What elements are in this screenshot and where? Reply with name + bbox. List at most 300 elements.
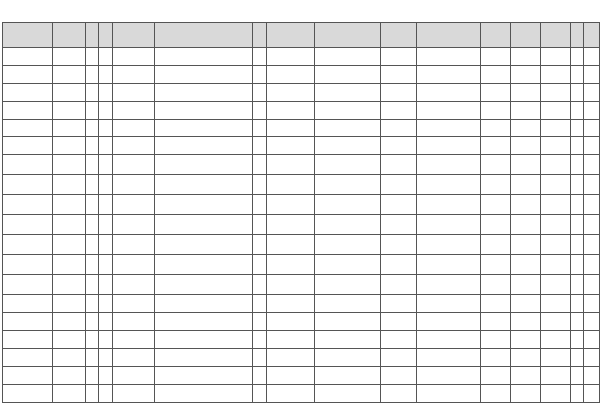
dept-code-cell xyxy=(267,155,315,175)
dept-name-cell xyxy=(315,65,381,83)
interview-score-cell xyxy=(511,155,541,175)
gender-cell xyxy=(86,235,99,255)
name-cell xyxy=(53,255,86,275)
written-score-cell xyxy=(481,195,511,215)
dept-code-cell xyxy=(267,313,315,331)
written-score-cell xyxy=(481,255,511,275)
exam-no-cell xyxy=(3,175,53,195)
employer-cell xyxy=(155,349,253,367)
exam-type-cell xyxy=(253,275,267,295)
dept-name-cell xyxy=(315,366,381,384)
exam-no-cell xyxy=(3,48,53,66)
note-cell xyxy=(584,119,600,137)
exam-no-cell xyxy=(3,295,53,313)
interview-score-cell xyxy=(511,83,541,101)
written-score-cell xyxy=(481,331,511,349)
employer-cell xyxy=(155,101,253,119)
post-name-cell xyxy=(417,295,481,313)
name-cell xyxy=(53,313,86,331)
dept-code-cell xyxy=(267,119,315,137)
total-score-cell xyxy=(541,195,571,215)
post-name-cell xyxy=(417,195,481,215)
header-spacer xyxy=(99,23,113,48)
post-code-cell xyxy=(381,119,417,137)
interview-score-cell xyxy=(511,366,541,384)
post-code-cell xyxy=(381,255,417,275)
exam-type-cell xyxy=(253,155,267,175)
dept-name-cell xyxy=(315,137,381,155)
education-cell xyxy=(113,349,155,367)
post-name-cell xyxy=(417,65,481,83)
post-code-cell xyxy=(381,65,417,83)
name-cell xyxy=(53,235,86,255)
education-cell xyxy=(113,83,155,101)
table-row xyxy=(3,83,600,101)
employer-cell xyxy=(155,119,253,137)
employer-cell xyxy=(155,255,253,275)
total-score-cell xyxy=(541,215,571,235)
name-cell xyxy=(53,155,86,175)
spacer-cell xyxy=(99,331,113,349)
name-cell xyxy=(53,215,86,235)
exam-no-cell xyxy=(3,119,53,137)
exam-type-cell xyxy=(253,313,267,331)
rank-cell xyxy=(571,295,584,313)
employer-cell xyxy=(155,235,253,255)
dept-name-cell xyxy=(315,215,381,235)
note-cell xyxy=(584,366,600,384)
dept-code-cell xyxy=(267,48,315,66)
spacer-cell xyxy=(99,119,113,137)
total-score-cell xyxy=(541,48,571,66)
gender-cell xyxy=(86,48,99,66)
education-cell xyxy=(113,65,155,83)
header-exam-no xyxy=(3,23,53,48)
table-row xyxy=(3,215,600,235)
dept-code-cell xyxy=(267,275,315,295)
spacer-cell xyxy=(99,65,113,83)
header-total-score xyxy=(541,23,571,48)
gender-cell xyxy=(86,83,99,101)
header-gender xyxy=(86,23,99,48)
written-score-cell xyxy=(481,235,511,255)
note-cell xyxy=(584,331,600,349)
written-score-cell xyxy=(481,313,511,331)
dept-code-cell xyxy=(267,235,315,255)
total-score-cell xyxy=(541,175,571,195)
total-score-cell xyxy=(541,101,571,119)
post-name-cell xyxy=(417,255,481,275)
exam-type-cell xyxy=(253,331,267,349)
post-code-cell xyxy=(381,366,417,384)
education-cell xyxy=(113,235,155,255)
post-code-cell xyxy=(381,101,417,119)
rank-cell xyxy=(571,137,584,155)
total-score-cell xyxy=(541,137,571,155)
spacer-cell xyxy=(99,195,113,215)
table-row xyxy=(3,235,600,255)
post-code-cell xyxy=(381,137,417,155)
name-cell xyxy=(53,295,86,313)
dept-name-cell xyxy=(315,119,381,137)
total-score-cell xyxy=(541,235,571,255)
table-row xyxy=(3,366,600,384)
interview-score-cell xyxy=(511,215,541,235)
exam-type-cell xyxy=(253,366,267,384)
interview-score-cell xyxy=(511,331,541,349)
post-code-cell xyxy=(381,331,417,349)
post-name-cell xyxy=(417,366,481,384)
exam-no-cell xyxy=(3,331,53,349)
written-score-cell xyxy=(481,101,511,119)
note-cell xyxy=(584,215,600,235)
post-code-cell xyxy=(381,195,417,215)
rank-cell xyxy=(571,215,584,235)
spacer-cell xyxy=(99,366,113,384)
interview-score-cell xyxy=(511,313,541,331)
table-row xyxy=(3,313,600,331)
exam-type-cell xyxy=(253,83,267,101)
exam-no-cell xyxy=(3,83,53,101)
employer-cell xyxy=(155,215,253,235)
exam-type-cell xyxy=(253,215,267,235)
total-score-cell xyxy=(541,119,571,137)
note-cell xyxy=(584,313,600,331)
gender-cell xyxy=(86,295,99,313)
note-cell xyxy=(584,48,600,66)
note-cell xyxy=(584,275,600,295)
post-code-cell xyxy=(381,235,417,255)
education-cell xyxy=(113,137,155,155)
exam-type-cell xyxy=(253,195,267,215)
post-name-cell xyxy=(417,83,481,101)
exam-no-cell xyxy=(3,215,53,235)
dept-code-cell xyxy=(267,65,315,83)
exam-no-cell xyxy=(3,366,53,384)
spacer-cell xyxy=(99,295,113,313)
post-name-cell xyxy=(417,137,481,155)
exam-no-cell xyxy=(3,235,53,255)
spacer-cell xyxy=(99,215,113,235)
written-score-cell xyxy=(481,48,511,66)
gender-cell xyxy=(86,366,99,384)
education-cell xyxy=(113,295,155,313)
exam-no-cell xyxy=(3,65,53,83)
name-cell xyxy=(53,83,86,101)
dept-name-cell xyxy=(315,101,381,119)
dept-code-cell xyxy=(267,366,315,384)
interview-score-cell xyxy=(511,101,541,119)
post-name-cell xyxy=(417,155,481,175)
exam-no-cell xyxy=(3,155,53,175)
spacer-cell xyxy=(99,175,113,195)
dept-name-cell xyxy=(315,295,381,313)
rank-cell xyxy=(571,275,584,295)
table-row xyxy=(3,119,600,137)
dept-code-cell xyxy=(267,295,315,313)
exam-type-cell xyxy=(253,295,267,313)
dept-code-cell xyxy=(267,101,315,119)
employer-cell xyxy=(155,48,253,66)
employer-cell xyxy=(155,313,253,331)
education-cell xyxy=(113,175,155,195)
spacer-cell xyxy=(99,255,113,275)
table-row xyxy=(3,331,600,349)
table-row xyxy=(3,255,600,275)
rank-cell xyxy=(571,48,584,66)
education-cell xyxy=(113,255,155,275)
spacer-cell xyxy=(99,313,113,331)
gender-cell xyxy=(86,175,99,195)
total-score-cell xyxy=(541,65,571,83)
employer-cell xyxy=(155,275,253,295)
gender-cell xyxy=(86,119,99,137)
note-cell xyxy=(584,65,600,83)
dept-code-cell xyxy=(267,137,315,155)
name-cell xyxy=(53,65,86,83)
interview-score-cell xyxy=(511,175,541,195)
table-row xyxy=(3,137,600,155)
exam-no-cell xyxy=(3,195,53,215)
post-name-cell xyxy=(417,235,481,255)
total-score-cell xyxy=(541,83,571,101)
education-cell xyxy=(113,48,155,66)
written-score-cell xyxy=(481,349,511,367)
rank-cell xyxy=(571,101,584,119)
header-dept-code xyxy=(267,23,315,48)
post-name-cell xyxy=(417,101,481,119)
exam-type-cell xyxy=(253,175,267,195)
dept-code-cell xyxy=(267,83,315,101)
spacer-cell xyxy=(99,101,113,119)
exam-no-cell xyxy=(3,275,53,295)
written-score-cell xyxy=(481,119,511,137)
post-name-cell xyxy=(417,119,481,137)
note-cell xyxy=(584,255,600,275)
table-row xyxy=(3,295,600,313)
education-cell xyxy=(113,215,155,235)
note-cell xyxy=(584,235,600,255)
header-note xyxy=(584,23,600,48)
name-cell xyxy=(53,349,86,367)
dept-name-cell xyxy=(315,235,381,255)
name-cell xyxy=(53,137,86,155)
interview-score-cell xyxy=(511,275,541,295)
gender-cell xyxy=(86,101,99,119)
note-cell xyxy=(584,349,600,367)
table-row xyxy=(3,101,600,119)
education-cell xyxy=(113,275,155,295)
education-cell xyxy=(113,101,155,119)
written-score-cell xyxy=(481,295,511,313)
dept-name-cell xyxy=(315,275,381,295)
rank-cell xyxy=(571,195,584,215)
note-cell xyxy=(584,155,600,175)
header-written-score xyxy=(481,23,511,48)
education-cell xyxy=(113,155,155,175)
total-score-cell xyxy=(541,331,571,349)
gender-cell xyxy=(86,195,99,215)
gender-cell xyxy=(86,215,99,235)
header-exam-type xyxy=(253,23,267,48)
exam-type-cell xyxy=(253,101,267,119)
exam-type-cell xyxy=(253,349,267,367)
dept-name-cell xyxy=(315,48,381,66)
spacer-cell xyxy=(99,137,113,155)
total-score-cell xyxy=(541,275,571,295)
written-score-cell xyxy=(481,83,511,101)
dept-code-cell xyxy=(267,349,315,367)
gender-cell xyxy=(86,349,99,367)
dept-code-cell xyxy=(267,175,315,195)
rank-cell xyxy=(571,235,584,255)
dept-name-cell xyxy=(315,313,381,331)
spacer-cell xyxy=(99,155,113,175)
exam-no-cell xyxy=(3,255,53,275)
dept-name-cell xyxy=(315,155,381,175)
note-cell xyxy=(584,137,600,155)
written-score-cell xyxy=(481,175,511,195)
written-score-cell xyxy=(481,215,511,235)
employer-cell xyxy=(155,137,253,155)
written-score-cell xyxy=(481,275,511,295)
interview-score-cell xyxy=(511,295,541,313)
employer-cell xyxy=(155,83,253,101)
written-score-cell xyxy=(481,65,511,83)
header-education xyxy=(113,23,155,48)
gender-cell xyxy=(86,275,99,295)
exam-no-cell xyxy=(3,101,53,119)
table-body xyxy=(3,48,600,403)
name-cell xyxy=(53,275,86,295)
rank-cell xyxy=(571,175,584,195)
header-interview-score xyxy=(511,23,541,48)
name-cell xyxy=(53,48,86,66)
table-row xyxy=(3,65,600,83)
employer-cell xyxy=(155,155,253,175)
employer-cell xyxy=(155,295,253,313)
dept-name-cell xyxy=(315,195,381,215)
dept-code-cell xyxy=(267,215,315,235)
note-cell xyxy=(584,195,600,215)
post-name-cell xyxy=(417,331,481,349)
post-name-cell xyxy=(417,215,481,235)
post-code-cell xyxy=(381,349,417,367)
interview-score-cell xyxy=(511,119,541,137)
employer-cell xyxy=(155,366,253,384)
spacer-cell xyxy=(99,235,113,255)
exam-no-cell xyxy=(3,137,53,155)
table-row xyxy=(3,349,600,367)
dept-code-cell xyxy=(267,255,315,275)
total-score-cell xyxy=(541,349,571,367)
post-name-cell xyxy=(417,349,481,367)
rank-cell xyxy=(571,155,584,175)
spacer-cell xyxy=(99,48,113,66)
education-cell xyxy=(113,366,155,384)
table-row xyxy=(3,275,600,295)
rank-cell xyxy=(571,119,584,137)
education-cell xyxy=(113,331,155,349)
exam-no-cell xyxy=(3,313,53,331)
exam-type-cell xyxy=(253,65,267,83)
written-score-cell xyxy=(481,366,511,384)
exam-type-cell xyxy=(253,255,267,275)
dept-name-cell xyxy=(315,349,381,367)
table-row xyxy=(3,175,600,195)
written-score-cell xyxy=(481,137,511,155)
exam-type-cell xyxy=(253,119,267,137)
interview-score-cell xyxy=(511,48,541,66)
gender-cell xyxy=(86,65,99,83)
post-code-cell xyxy=(381,83,417,101)
total-score-cell xyxy=(541,255,571,275)
education-cell xyxy=(113,119,155,137)
education-cell xyxy=(113,195,155,215)
spacer-cell xyxy=(99,349,113,367)
interview-score-cell xyxy=(511,349,541,367)
post-code-cell xyxy=(381,175,417,195)
written-score-cell xyxy=(481,155,511,175)
interview-score-cell xyxy=(511,235,541,255)
rank-cell xyxy=(571,65,584,83)
post-code-cell xyxy=(381,313,417,331)
total-score-cell xyxy=(541,295,571,313)
post-code-cell xyxy=(381,48,417,66)
header-row xyxy=(3,23,600,48)
note-cell xyxy=(584,175,600,195)
table-row xyxy=(3,195,600,215)
name-cell xyxy=(53,195,86,215)
dept-code-cell xyxy=(267,331,315,349)
gender-cell xyxy=(86,155,99,175)
employer-cell xyxy=(155,195,253,215)
rank-cell xyxy=(571,255,584,275)
header-name xyxy=(53,23,86,48)
rank-cell xyxy=(571,83,584,101)
name-cell xyxy=(53,119,86,137)
gender-cell xyxy=(86,137,99,155)
gender-cell xyxy=(86,331,99,349)
dept-name-cell xyxy=(315,83,381,101)
header-post-code xyxy=(381,23,417,48)
rank-cell xyxy=(571,313,584,331)
dept-name-cell xyxy=(315,175,381,195)
interview-score-cell xyxy=(511,195,541,215)
name-cell xyxy=(53,331,86,349)
post-code-cell xyxy=(381,275,417,295)
interview-score-cell xyxy=(511,255,541,275)
dept-name-cell xyxy=(315,255,381,275)
gender-cell xyxy=(86,313,99,331)
header-post-name xyxy=(417,23,481,48)
header-rank xyxy=(571,23,584,48)
post-name-cell xyxy=(417,175,481,195)
exam-no-cell xyxy=(3,349,53,367)
rank-cell xyxy=(571,366,584,384)
name-cell xyxy=(53,366,86,384)
rank-cell xyxy=(571,331,584,349)
post-code-cell xyxy=(381,295,417,313)
results-table xyxy=(2,22,600,403)
interview-score-cell xyxy=(511,137,541,155)
employer-cell xyxy=(155,65,253,83)
exam-type-cell xyxy=(253,48,267,66)
note-cell xyxy=(584,101,600,119)
post-name-cell xyxy=(417,275,481,295)
spacer-cell xyxy=(99,83,113,101)
total-score-cell xyxy=(541,155,571,175)
